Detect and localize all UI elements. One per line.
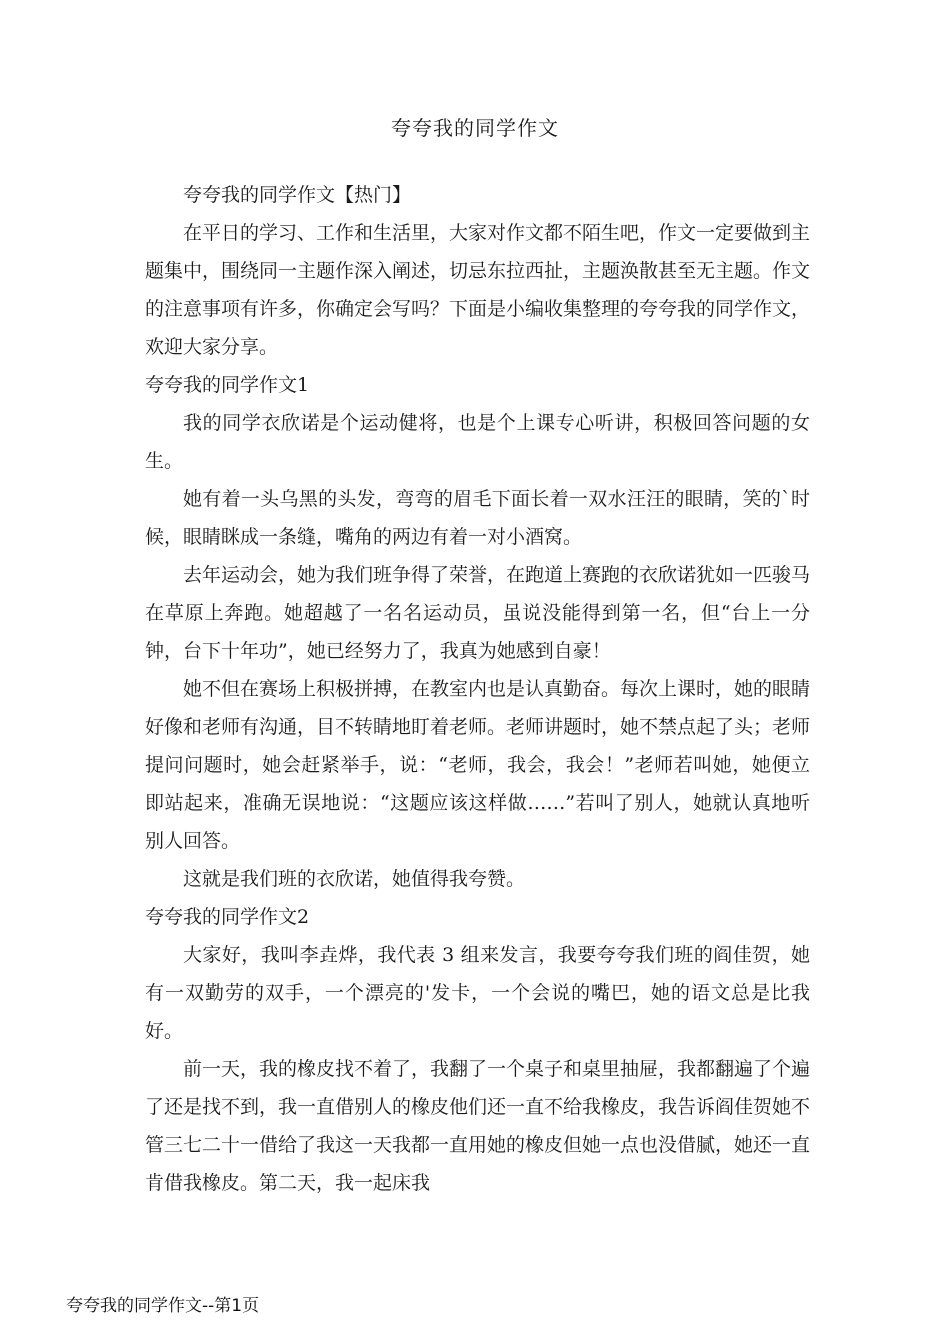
essay-2-paragraph-2: 前一天，我的橡皮找不着了，我翻了一个桌子和桌里抽屉，我都翻遍了个遍了还是找不到，我一直借别人的橡皮他们还一直不给我橡皮，我告诉阎佳贺她不管三七二十一借给了我这一天我都一直用她的橡皮但她一点也没借腻，她还一直肯借我橡皮。第二天，我一起床我	[145, 1058, 811, 1194]
essay-2-heading: 夸夸我的同学作文2	[145, 906, 310, 928]
essay-1-paragraph-4: 她不但在赛场上积极拼搏，在教室内也是认真勤奋。每次上课时，她的眼睛好像和老师有沟通，目不转睛地盯着老师。老师讲题时，她不禁点起了头；老师提问问题时，她会赶紧举手，说：“老师，我会，我会！”老师若叫她，她便立即站起来，准确无误地说：“这题应该这样做……”若叫了别人，她就认真地听别人回答。	[145, 678, 811, 852]
page-footer: 夸夸我的同学作文--第1页	[66, 1296, 260, 1316]
subtitle-paragraph: 夸夸我的同学作文【热门】	[183, 184, 412, 206]
document-body	[145, 176, 810, 1202]
essay-1-paragraph-1: 我的同学衣欣诺是个运动健将，也是个上课专心听讲，积极回答问题的女生。	[145, 412, 810, 472]
essay-1-paragraph-3: 去年运动会，她为我们班争得了荣誉，在跑道上赛跑的衣欣诺犹如一匹骏马在草原上奔跑。她超越了一名名运动员，虽说没能得到第一名，但“台上一分钟，台下十年功”，她已经努力了，我真为她感到自豪！	[145, 564, 811, 662]
essay-1-paragraph-2: 她有着一头乌黑的头发，弯弯的眉毛下面长着一双水汪汪的眼睛，笑的`时候，眼睛眯成一条缝，嘴角的两边有着一对小酒窝。	[145, 488, 810, 548]
intro-paragraph: 在平日的学习、工作和生活里，大家对作文都不陌生吧，作文一定要做到主题集中，围绕同一主题作深入阐述，切忌东拉西扯，主题涣散甚至无主题。作文的注意事项有许多，你确定会写吗？下面是小编收集整理的夸夸我的同学作文，欢迎大家分享。	[145, 222, 811, 358]
essay-1-heading: 夸夸我的同学作文1	[145, 374, 310, 396]
essay-2-paragraph-1: 大家好，我叫李垚烨，我代表 3 组来发言，我要夸夸我们班的阎佳贺，她有一双勤劳的双手，一个漂亮的'发卡，一个会说的嘴巴，她的语文总是比我好。	[145, 944, 810, 1042]
essay-1-paragraph-5: 这就是我们班的衣欣诺，她值得我夸赞。	[183, 868, 526, 890]
document-title: 夸夸我的同学作文	[391, 116, 559, 140]
